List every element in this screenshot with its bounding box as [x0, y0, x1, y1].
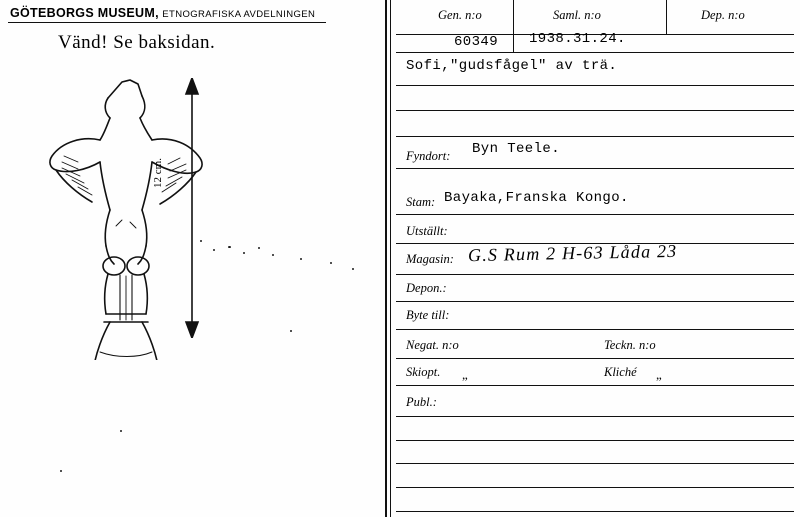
museum-name: GÖTEBORGS MUSEUM, — [10, 6, 159, 20]
form-rule — [396, 487, 794, 488]
stam-label: Stam: — [406, 195, 436, 209]
scale-arrow — [150, 78, 220, 338]
fyndort-label: Fyndort: — [406, 149, 451, 163]
paper-speck — [213, 249, 215, 251]
paper-speck — [60, 470, 62, 472]
form-rule — [396, 110, 794, 111]
depon-label: Depon.: — [406, 281, 447, 295]
form-rule — [396, 385, 794, 386]
paper-speck — [120, 430, 122, 432]
panel-divider — [385, 0, 387, 517]
form-rule — [396, 463, 794, 464]
object-title: Sofi,"gudsfågel" av trä. — [406, 58, 618, 74]
paper-speck — [200, 240, 202, 242]
paper-speck — [228, 246, 231, 248]
negat-no-label: Negat. n:o — [406, 338, 459, 352]
form-rule — [396, 136, 794, 137]
museum-department: ETNOGRAFISKA AVDELNINGEN — [162, 9, 316, 20]
form-rule — [396, 358, 794, 359]
byte-till-label: Byte till: — [406, 308, 450, 322]
skiopt-ditto: „ — [462, 367, 468, 382]
form-rule — [396, 85, 794, 86]
paper-speck — [330, 262, 332, 264]
header-divider — [8, 22, 326, 23]
paper-speck — [352, 268, 354, 270]
publ-label: Publ.: — [406, 395, 437, 409]
skiopt-label: Skiopt. — [406, 365, 441, 379]
record-form — [396, 0, 800, 517]
form-rule — [396, 214, 794, 215]
saml-no-label: Saml. n:o — [553, 8, 601, 22]
saml-no-value: 1938.31.24. — [529, 31, 626, 47]
form-rule — [396, 511, 794, 512]
kliche-ditto: „ — [656, 367, 662, 382]
panel-divider-secondary — [390, 0, 391, 517]
paper-speck — [243, 252, 245, 254]
left-panel — [0, 0, 385, 517]
museum-header — [10, 6, 340, 20]
magasin-value: G.S Rum 2 H-63 Låda 23 — [467, 240, 678, 266]
gen-no-value: 60349 — [454, 34, 499, 50]
form-rule — [396, 274, 794, 275]
gen-no-label: Gen. n:o — [438, 8, 482, 22]
paper-speck — [290, 330, 292, 332]
column-separator — [513, 0, 514, 52]
form-rule — [396, 416, 794, 417]
stam-value: Bayaka,Franska Kongo. — [444, 190, 629, 206]
form-rule — [396, 440, 794, 441]
magasin-label: Magasin: — [406, 252, 454, 266]
form-rule — [396, 329, 794, 330]
form-rule — [396, 168, 794, 169]
utstallt-label: Utställt: — [406, 224, 448, 238]
kliche-label: Kliché — [604, 365, 637, 379]
dep-no-label: Dep. n:o — [701, 8, 745, 22]
turn-over-note: Vänd! Se baksidan. — [58, 32, 216, 53]
teckn-no-label: Teckn. n:o — [604, 338, 656, 352]
column-separator — [666, 0, 667, 34]
form-rule — [396, 301, 794, 302]
paper-speck — [300, 258, 302, 260]
fyndort-value: Byn Teele. — [472, 141, 561, 157]
paper-speck — [258, 247, 260, 249]
form-rule — [396, 52, 794, 53]
scale-label: 12 cm. — [152, 158, 164, 188]
paper-speck — [272, 254, 274, 256]
